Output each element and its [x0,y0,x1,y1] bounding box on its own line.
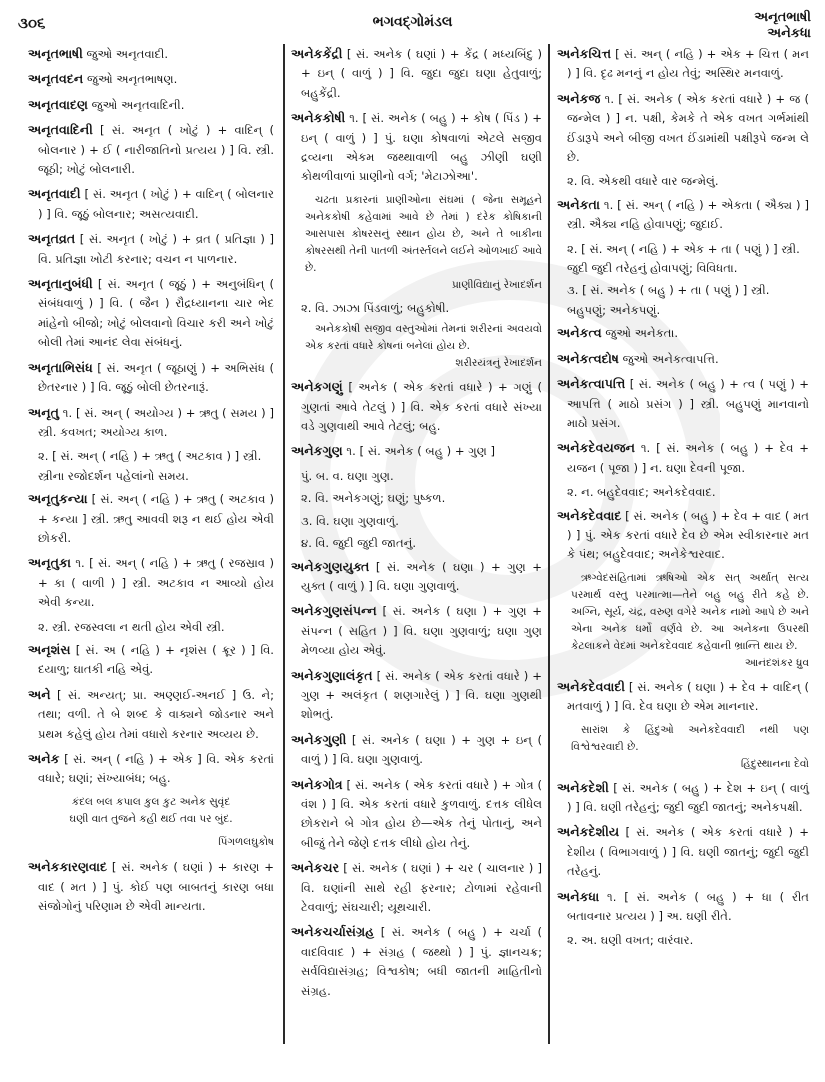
definition: [ સં. અનેક ( ઘણાં ) + કારણ + વાદ ( મત ) ] પું. કોઈ પણ બાબતનું કારણ બધા સંજોગોનું પરિણામ છે એવી માન્યતા. [38,860,274,914]
citation-quote [291,192,542,294]
definition: જુઓ અનૃતવાદી. [82,47,169,61]
headword: અનેકદેવયજન [557,440,636,456]
sense-item: ૨. વિ. એકથી વધારે વાર જન્મેલું. [567,174,719,189]
headword: અનેકજ [557,90,601,106]
definition: [ સં. અનૃત ( જૂઠાણું ) + અભિસંધ ( છેતરનાર ) ] વિ. જૂઠું બોલી છેતરનારૂં. [38,360,274,395]
headword: અનેકત્વાપત્તિ [557,376,626,392]
definition: [ સં. અનેક ( એક કરતાં વધારે ) + દેશીય ( વિભાગવાળું ) ] વિ. ઘણી જાતનું; જુદી જુદી તરેહનું. [567,825,809,879]
dictionary-entry [291,441,542,461]
page-number: ૩૦૬ [18,14,46,32]
page-header [0,0,825,44]
headword: અનૃતભાષી [28,46,83,61]
definition: ૧. [ સં. અનેક ( એક કરતાં વધારે ) + જ ( જન્મેલ ) ] ન. પક્ષી, કેમકે તે એક વખત ગર્ભમાંથી ઈંડારૂપે અને બીજી વખત ઈંડામાંથી પક્ષીરૂપે જન્મ લે છે. [567,91,809,165]
definition: [ અનેક ( એક કરતાં વધારે ) + ગણું ( ગુણતાં આવે તેટલું ) ] વિ. એક કરતાં વધારે સંખ્યા વડે ગુણવાથી આવે તેટલું; બહુ. [301,380,542,434]
dictionary-entry [291,775,542,854]
quote-line: કંદલ બલ કપાલ કુલ કુટ અનેક સુવૃંદ [71,795,231,808]
headword: અનેકગુણયુક્ત [291,558,370,574]
dictionary-entry [291,44,542,103]
book-title: ભગવદ્ગોમંડલ [372,14,453,30]
dictionary-entry [28,69,274,89]
definition: [ સં. અનેક ( ઘણાં ) + કેંદ્ર ( મધ્યબિંદુ ) + ઇન્ ( વાળું ) ] વિ. જુદા જુદા ઘણા હેતુવાળું; બહુકેંદ્રી. [301,47,542,100]
sense-item: ૨. [ સં. અન્ ( નહિ ) + ઋતુ ( અટકાવ ) ] સ્ત્રી. સ્ત્રીના રજોદર્શન પહેલાંનો સમય. [38,449,262,483]
headword: અનેકગણું [291,379,343,395]
definition: [ સં. અનેક ( ઘણા ) + ગુણ + ઇન્ ( વાળું ) ] વિ. ઘણા ગુણવાળું. [301,732,542,767]
headword: અનૃતુ [28,404,60,420]
dictionary-entry [557,89,809,168]
definition: જુઓ અનૃતવાદિની. [87,97,185,112]
dictionary-entry [28,229,274,269]
dictionary-entry [291,601,542,660]
definition: [ સં. અનેક ( એક કરતાં વધારે ) + ગોત્ર ( વંશ ) ] વિ. એક કરતાં વધારે કુળવાળું. દત્તક લીધેલ છોકરાને બે ગોત્ર હોય છે—એક તેનું પોતાનું, અને બીજું તેને જેણે દત્તક લીધો હોય તેનું. [301,777,542,850]
dictionary-entry [28,489,274,548]
quote-line: ઘણી વાત તુજને કહી થઈ તવા પર બુંદ. [69,812,233,825]
citation-source: પિંગળલઘુકોષ [218,835,274,848]
definition: ૧. [ સં. અન્ ( નહિ ) + એકતા ( ઐક્ય ) ] સ્ત્રી. ઐક્ય નહિ હોવાપણું; જુદાઈ. [567,197,809,232]
definition: [ સં. અનૃત ( ખોટું ) + વ્રત ( પ્રતિજ્ઞા ) ] વિ. પ્રતિજ્ઞા ખોટી કરનાર; વચન ન પાળનાર. [38,232,274,266]
sense-item: ૨. વિ. ઝાઝા પિંડવાળું; બહુકોષી. [301,300,450,315]
definition: [ સં. અનેક ( બહુ ) + દેવ + વાદ ( મત ) ] પું. એક કરતાં વધારે દેવ છે એમ સ્વીકારનાર મત કે પંથ; બહુદેવવાદ; અનેકેશ્વરવાદ. [567,508,809,562]
dictionary-entry [28,120,274,179]
dictionary-entry [291,108,542,187]
dictionary-entry [557,349,809,369]
headword: અનેકચર્ચાસંગ્રહ [291,924,375,940]
headword: અનેકચર [291,860,340,876]
dictionary-entry [28,857,274,916]
citation-source: આનંદશંકર ધ્રુવ [744,656,809,669]
headword: અનેકત્વદોષ [557,350,619,366]
definition: [ સં. અનેક ( એક કરતાં વધારે ) + ગુણ + અલંકૃત ( શણગારેલું ) ] વિ. ઘણા ગુણથી શોભતું. [301,668,542,722]
dictionary-entry [291,858,542,917]
sense-item: ૨. [ સં. અન્ ( નહિ ) + એક + તા ( પણું ) ] સ્ત્રી. જુદી જુદી તરેહનું હોવાપણું; વિવિધતા. [567,241,800,276]
column-1 [28,44,274,1082]
dictionary-entry [557,677,809,717]
sense-item: ૨. અ. ઘણી વખત; વારંવાર. [567,933,694,948]
sense-item: ૨. વિ. અનેકગણું; ઘણું; પુષ્કળ. [301,491,446,506]
dictionary-entry [291,922,542,1001]
definition: [ સં. અનેક ( ઘણા ) + ગુણ + યુક્ત ( વાળું ) ] વિ. ઘણા ગુણવાળું. [301,559,542,593]
sense-item: ૪. વિ. જુદી જુદી જાતનું. [301,536,417,551]
citation-source: પ્રાણીવિદ્યાનું રેખાદર્શન [451,278,542,291]
headword: અનૃશંસ [28,641,71,657]
dictionary-entry [28,685,274,744]
citation-quote [557,570,809,672]
headword: અનેકતા [557,196,600,212]
headword: અનેકદેવવાદી [557,678,626,694]
dictionary-entry [557,506,809,565]
definition: [ સં. અનેક ( ઘણા ) + ગુણ + સંપન્ન ( સહિત ) ] વિ. ઘણા ગુણવાળું; ઘણા ગુણ મેળવ્યા હોય એવું. [301,604,542,658]
dictionary-entry [557,822,809,881]
definition: [ સં. અનેક ( બહુ ) + ત્વ ( પણું ) + આપત્તિ ( માઠો પ્રસંગ ) ] સ્ત્રી. બહુપણું માનવાનો માઠો પ્રસંગ. [567,377,809,430]
headword: અનૃતાનુબંધી [28,276,93,292]
headword: અનેકદેશીય [557,824,620,840]
headword: અનેકચિત્ત [557,46,612,61]
definition: [ સં. અન્ ( નહિ ) + એક + ચિત્ત ( મન ) ] વિ. દૃઢ મનનું ન હોય તેવું; અસ્થિર મનવાળું. [567,47,809,81]
definition: જુઓ અનૃતભાષણ. [83,72,178,87]
dictionary-entry [28,749,274,789]
headword: અનેકકેંદ્રી [291,46,343,61]
column-divider [548,44,550,1044]
headword: અનેકગુણસંપન્ન [291,603,377,619]
guide-word-last: અનેકધા [767,26,811,41]
dictionary-entry [28,403,274,443]
definition: ૧. [ સં. અન્ ( અયોગ્ય ) + ઋતુ ( સમય ) ] સ્ત્રી. કવખત; અયોગ્ય કાળ. [38,405,274,439]
headword: અનૃતુકા [28,555,71,571]
citation-quote [557,722,809,773]
guide-words [754,10,811,42]
headword: અનેકગુણી [291,731,347,747]
headword: અનેકકારણવાદ [28,859,108,875]
dictionary-entry [557,438,809,478]
definition: ૧. [ સં. અનેક ( બહુ ) + ધા ( રીત બતાવનાર પ્રત્યય ) ] અ. ઘણી રીતે. [567,889,809,923]
dictionary-entry [28,184,274,224]
quote-text: ઋગ્વેદસંહિતામાં ઋષિઓ એક સત્ અર્થાત્ સત્ય પરમાર્થ વસ્તુ પરમાત્મા—તેને બહુ બહુ રીતે કહે છે. અગ્નિ, સૂર્ય, ચંદ્ર, વરુણ વગેરે અનેક નામો આપે છે અને એના અનેક ધર્મો વર્ણવે છે. આ અનેકના ઉપરથી કેટલાકને વેદમાં અનેકદેવવાદ કહેવાની ભ્રાન્તિ થાય છે. [571,571,809,652]
sense-item: પું. બ. વ. ઘણા ગુણ. [301,468,394,483]
definition: ૧. [ સં. અનેક ( બહુ ) + ગુણ ] [342,444,496,459]
column-2 [291,44,542,1082]
dictionary-entry [28,640,274,680]
definition: ૧. [ સં. અનેક ( બહુ ) + કોષ ( પિંડ ) + ઇન્ ( વાળું ) ] પું. ઘણા કોષવાળાં એટલે સજીવ દ્રવ્યના એકમ જથ્થાવાળી બહુ ઝીણી ઘણી કોથળીવાળાં પ્રાણીનો વર્ગ; 'મેટાઝોઆ'. [301,111,542,184]
definition: ૧. [ સં. અનેક ( બહુ ) + દેવ + યજન ( પૂજા ) ] ન. ઘણા દેવની પૂજા. [567,441,809,475]
headword: અનેક [28,751,60,766]
dictionary-entry [557,778,809,818]
sense-item: ૨. સ્ત્રી. રજસ્વલા ન થતી હોય એવી સ્ત્રી. [38,619,225,634]
definition: [ સં. અન્ ( નહિ ) + ઋતુ ( અટકાવ ) + કન્યા ] સ્ત્રી. ઋતુ આવવી શરૂ ન થઈ હોય એવી છોકરી. [38,492,274,545]
dictionary-entry [291,377,542,436]
headword: અનૃતવદન [28,71,84,87]
dictionary-entry [28,44,274,64]
definition: [ સં. અન્યત્; પ્રા. અણ્ણઈ-અનઈ ] ઉ. ને; તથા; વળી. તે બે શબ્દ કે વાક્યને જોડનાર અને પ્રથમ કહેલું હોય તેમાં વધારો કરનાર અવ્યય છે. [38,687,274,741]
definition: [ સં. અનેક ( બહુ ) + દેશ + ઇન્ ( વાળું ) ] વિ. ઘણી તરેહનું; જુદી જુદી જાતનું; અનેકપક્ષી. [567,780,809,814]
definition: જુઓ અનેકત્વાપત્તિ. [618,351,719,366]
headword: અનેકધા [557,888,600,904]
headword: અનેકકોષી [291,110,346,126]
headword: અનેકદેવવાદ [557,507,622,523]
headword: અનૃતવાદી [28,186,81,202]
citation-source: શરીરયંત્રનું રેખાદર્શન [455,357,542,370]
dictionary-entry [557,887,809,927]
headword: અને [28,686,51,702]
headword: અનેકદેશી [557,779,609,795]
dictionary-entry [291,666,542,725]
headword: અનેકગુણ [291,443,343,459]
definition: [ સં. અનેક ( ઘણાં ) + ચર ( ચાલનાર ) ] વિ. ઘણાંની સાથે રહી ફરનાર; ટોળામાં રહેવાની ટેવવાળું; સંઘચારી; યૂથચારી. [301,861,542,914]
definition: જુઓ અનેકતા. [601,326,679,341]
sense-item: ૩. વિ. ઘણા ગુણવાળું. [301,513,399,528]
headword: અનૃતવાદિની [28,122,93,138]
definition: [ સં. અનૃત ( ખોટું ) + વાદિન્ ( બોલનાર ) ] વિ. જૂઠું બોલનાર; અસત્યવાદી. [38,187,274,221]
headword: અનૃતવ્રત [28,231,76,247]
column-divider [283,44,285,1044]
citation-quote [28,794,274,828]
headword: અનૃતવાદણ [28,96,88,112]
headword: અનૃતુકન્યા [28,491,88,507]
dictionary-entry [28,358,274,398]
quote-text: ચઢતા પ્રકારનાં પ્રાણીઓના સંઘમાં ( જેના સમૂહને અનેકકોષી કહેવામાં આવે છે તેમાં ) દરેક કોષિકાની આસપાસ કોષરસનું સ્થાન હોય છે, અને તે બાકીના કોષરસથી તેની પાતળી અંતર્સ્તલને લઈને ઓળખાઈ આવે છે. [305,193,542,274]
headword: અનૃતાભિસંધ [28,359,93,375]
guide-word-first: અનૃતભાષી [754,10,811,25]
column-3 [557,44,809,1082]
citation-source: હિંદુસ્થાનના દેવો [740,757,809,770]
sense-item: ૩. [ સં. અનેક ( બહુ ) + તા ( પણું ) ] સ્ત્રી. બહુપણું; અનેકપણું. [567,283,770,317]
dictionary-entry [557,195,809,235]
definition: [ સં. અન્ ( નહિ ) + એક ] વિ. એક કરતાં વધારે; ઘણાં; સંખ્યાબંધ; બહુ. [38,752,274,786]
quote-text: સારાંશ કે હિંદુઓ અનેકદેવવાદી નથી પણ વિશ્વેશ્વરવાદી છે. [571,723,809,753]
definition: ૧. [ સં. અન્ ( નહિ ) + ઋતુ ( રજસ્રાવ ) + કા ( વાળી ) ] સ્ત્રી. અટકાવ ન આવ્યો હોય એવી કન્યા. [38,556,274,610]
definition: [ સં. અનેક ( ઘણા ) + દેવ + વાદિન્ ( મતવાળું ) ] વિ. દેવ ઘણા છે એમ માનનાર. [567,679,809,714]
headword: અનેકગોત્ર [291,776,343,792]
quote-text: અનેકકોષી સજીવ વસ્તુઓમાં તેમનાં શરીરનાં અવયવો એક કરતાં વધારે કોષનાં બનેલાં હોય છે. [305,323,542,353]
dictionary-entry [557,374,809,433]
definition: [ સં. અનેક ( બહુ ) + ચર્ચા ( વાદવિવાદ ) + સંગ્રહ ( જથ્થો ) ] પું. જ્ઞાનચક્ર; સર્વવિદ્યાસંગ્રહ; વિશ્વકોષ; બધી જાતની માહિતીનો સંગ્રહ. [301,925,542,998]
sense-item: ૨. ન. બહુદેવવાદ; અનેકદેવવાદ. [567,485,716,500]
definition: [ સં. અનૃત ( જૂઠું ) + અનુબંધિન્ ( સંબંધવાળું ) ] વિ. ( જૈન ) રૌદ્રધ્યાનના ચાર ભેદ માંહેનો બીજો; ખોટું બોલવાનો વિચાર કરી અને ખોટું બોલી તેમાં આનંદ લેવા સંબંધનું. [38,277,274,350]
dictionary-entry [28,553,274,612]
citation-quote [291,321,542,372]
headword: અનેકગુણાલંકૃત [291,667,373,683]
dictionary-entry [28,95,274,115]
dictionary-entry [557,44,809,84]
headword: અનેકત્વ [557,325,602,341]
dictionary-entry [291,730,542,770]
dictionary-entry [557,323,809,343]
definition: [ સં. અનૃત ( ખોટું ) + વાદિન્ ( બોલનાર ) + ઈ ( નારીજાતિનો પ્રત્યય ) ] વિ. સ્ત્રી. જૂઠી; ખોટું બોલનારી. [38,123,274,177]
dictionary-entry [28,274,274,353]
definition: [ સં. અ ( નહિ ) + નૃશંસ ( ક્રૂર ) ] વિ. દયાળુ; ઘાતકી નહિ એવું. [38,642,274,677]
dictionary-entry [291,557,542,597]
